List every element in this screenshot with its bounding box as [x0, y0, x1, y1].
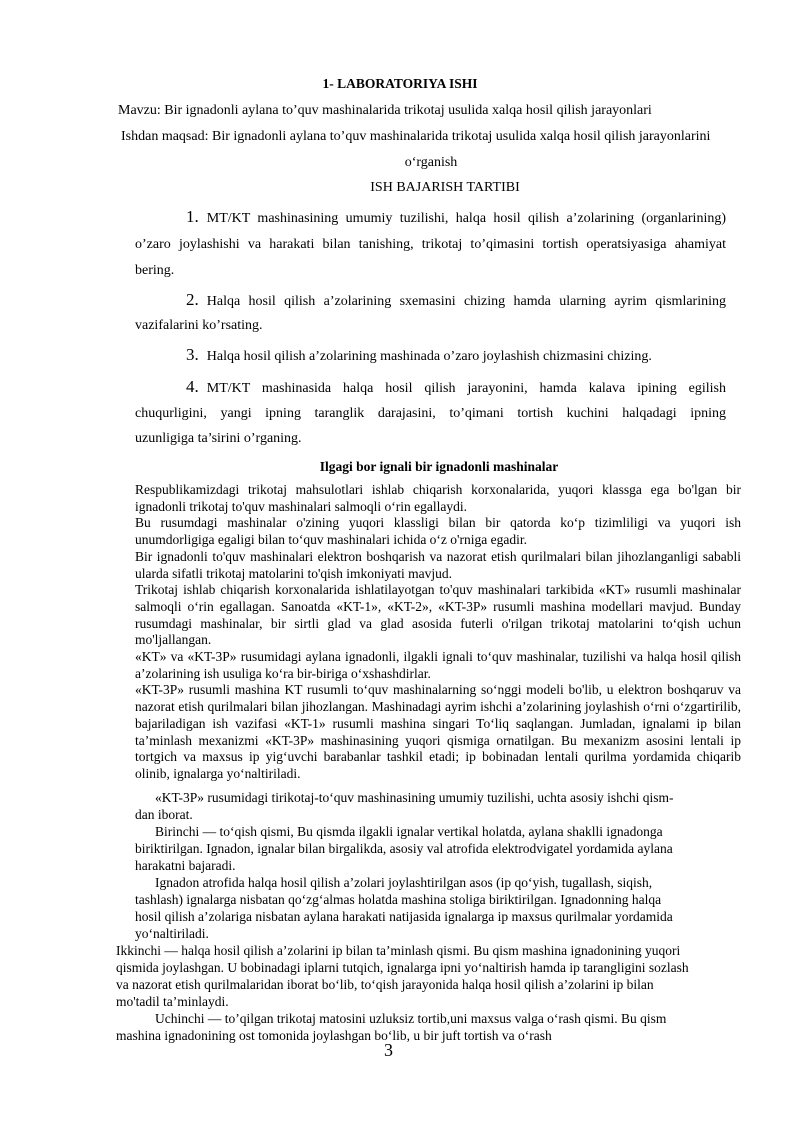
part-1-line-1: Birinchi — to‘qish qismi, Bu qismda ilgakli ignalar vertikal holatda, aylana shaklli ignadonga	[155, 824, 663, 839]
part-2-line-2: qismida joylashgan. U bobinadagi iplarni tutqich, ignalarga ipni yo‘naltirish hamda ip tarangligini sozlash	[116, 960, 689, 975]
part-1b-line-3: hosil qilish a’zolariga nisbatan aylana harakati natijasida ignalarga ip maxsus qurilmalar yordamida	[135, 909, 673, 924]
topic-line: Mavzu: Bir ignadonli aylana to’quv mashinalarida trikotaj usulida xalqa hosil qilish jarayonlari	[118, 103, 652, 118]
step-4-line-3: uzunligiga ta’sirini o’rganing.	[135, 431, 302, 446]
step-4-line-1	[186, 376, 726, 400]
part-1b-line-1: Ignadon atrofida halqa hosil qilish a’zolari joylashtirilgan asos (ip qo‘yish, tugallash, siqish,	[155, 875, 653, 890]
goal-line-1: Ishdan maqsad: Bir ignadonli aylana to’quv mashinalarida trikotaj usulida xalqa hosil qilish jarayonlarini	[121, 129, 711, 144]
step-2-text-1: Halqa hosil qilish a’zolarining sxemasini chizing hamda ularning ayrim qismlarining	[206, 294, 726, 309]
step-3-text-1: Halqa hosil qilish a’zolarining mashinada o’zaro joylashish chizmasini chizing.	[206, 349, 652, 364]
part-3-line-1: Uchinchi — to’qilgan trikotaj matosini uzluksiz tortib,uni maxsus valga o‘rash qismi. Bu qism	[155, 1011, 667, 1026]
step-3-number: 3.	[186, 345, 199, 364]
step-1-line-2: o’zaro joylashishi va harakati bilan tanishing, trikotaj to’qimasini tortish operatsiyasiga ahamiyat	[135, 237, 726, 252]
step-4-number: 4.	[186, 377, 199, 396]
step-1-number: 1.	[186, 207, 199, 226]
step-1-line-1	[186, 206, 726, 230]
section-heading: Ilgagi bor ignali bir ignadonli mashinalar	[319, 459, 559, 474]
part-2-line-4: mo'tadil ta’minlaydi.	[116, 994, 229, 1009]
part-1-line-2: biriktirilgan. Ignadon, ignalar bilan birgalikda, asosiy val atrofida elektrodvigatel yordamida aylana	[135, 841, 673, 856]
paragraph-3: Bir ignadonli to'quv mashinalari elektron boshqarish va nazorat etish qurilmalari bilan jihozlanganligi sababli ularda sifatli trikotaj matolarini to'qish imkoniyati mavjud.	[135, 548, 741, 581]
structure-intro-line-2: dan iborat.	[135, 807, 193, 822]
body-paragraphs	[135, 482, 741, 783]
step-2-line-2: vazifalarini ko’rsating.	[135, 318, 263, 333]
paragraph-1: Respublikamizdagi trikotaj mahsulotlari ishlab chiqarish korxonalarida, yuqori klassga ega bo'lgan bir ignadonli trikotaj to'quv mashinalari salmoqli o‘rin egallaydi.	[135, 482, 741, 514]
part-2-line-1: Ikkinchi — halqa hosil qilish a’zolarini ip bilan ta’minlash qismi. Bu qism mashina ignadonining yuqori	[116, 943, 681, 958]
paragraph-4: Trikotaj ishlab chiqarish korxonalarida ishlatilayotgan to'quv mashinalari tarkibida «KT» rusumli mashinalar salmoqli o‘rin egallagan. Sanoatda «KT-1», «KT-2», «KT-3P» rusumli mashina modellari mavjud. Bunday rusumdagi mashinalar, bir sirtli glad va glad asosida futerli o'rilgan trikotaj matolarini to‘qish uchun mo'ljallangan.	[135, 582, 741, 648]
document-title: 1- LABORATORIYA ISHI	[322, 76, 478, 91]
page-number: 3	[384, 1040, 393, 1060]
part-2-line-3: va nazorat etish qurilmalaridan iborat bo‘lib, to‘qish jarayonida halqa hosil qilish a’zolarini ip bilan	[116, 977, 654, 992]
part-1b-line-2: tashlash) ignalarga nisbatan qo‘zg‘almas holatda mashina stoliga biriktirilgan. Ignadonning halqa	[135, 892, 662, 907]
step-1-text-1: MT/KT mashinasining umumiy tuzilishi, halqa hosil qilish a’zolarining (organlarining)	[206, 211, 726, 226]
step-1-line-3: bering.	[135, 263, 175, 278]
step-4-text-1: MT/KT mashinasida halqa hosil qilish jarayonini, hamda kalava ipining egilish	[206, 381, 726, 396]
paragraph-6: «KT-3P» rusumli mashina KT rusumli to‘quv mashinalarning so‘nggi modeli bo'lib, u elektron boshqaruv va nazorat etish qurilmalari bilan jihozlangan. Mashinadagi ayrim ishchi a’zolarining joylashish o‘rni o‘zgartirilib, bajariladigan ish vazifasi «KT-1» rusumli mashina singari To‘liq saqlangan. Jumladan, ignalami ip bilan ta’minlash mexanizmi «KT-3P» mashinasining yuqori qismiga ornatilgan. Bu mexanizm asosini lentali ip tortgich va maxsus ip yig‘uvchi barabanlar tashkil etadi; ip bobinadan lentali qurilma yordamida chiqarib olinib, ignalarga yo‘naltiriladi.	[135, 682, 741, 781]
step-2-number: 2.	[186, 290, 199, 309]
step-2-line-1	[186, 289, 726, 313]
step-4-line-2: chuqurligini, yangi ipning taranglik darajasini, to’qimani tortish kuchini halqadagi ipning	[135, 406, 726, 421]
goal-line-2: o‘rganish	[404, 155, 458, 170]
paragraph-2: Bu rusumdagi mashinalar o'zining yuqori klassligi bilan bir qatorda ko‘p tizimliligi va yuqori ish unumdorligiga egaligi bilan to‘quv mashinalari ichida o‘z o'rniga egadir.	[135, 515, 741, 548]
part-1b-line-4: yo‘naltiriladi.	[135, 926, 209, 941]
paragraph-5: «KT» va «KT-3P» rusumidagi aylana ignadonli, ilgakli ignali to‘quv mashinalar, tuzilishi va halqa hosil qilish a’zolarining ish usuliga ko‘ra bir-biriga o‘xshashdirlar.	[135, 649, 741, 681]
procedure-heading: ISH BAJARISH TARTIBI	[370, 180, 520, 195]
step-3-line-1	[186, 344, 652, 368]
part-3-line-2: mashina ignadonining ost tomonida joylashgan bo‘lib, u bir juft tortish va o‘rash	[116, 1028, 552, 1043]
part-1-line-3: harakatni bajaradi.	[135, 858, 236, 873]
structure-intro-line-1: «KT-3P» rusumidagi tirikotaj-to‘quv mashinasining umumiy tuzilishi, uchta asosiy ishchi qism-	[155, 790, 674, 805]
